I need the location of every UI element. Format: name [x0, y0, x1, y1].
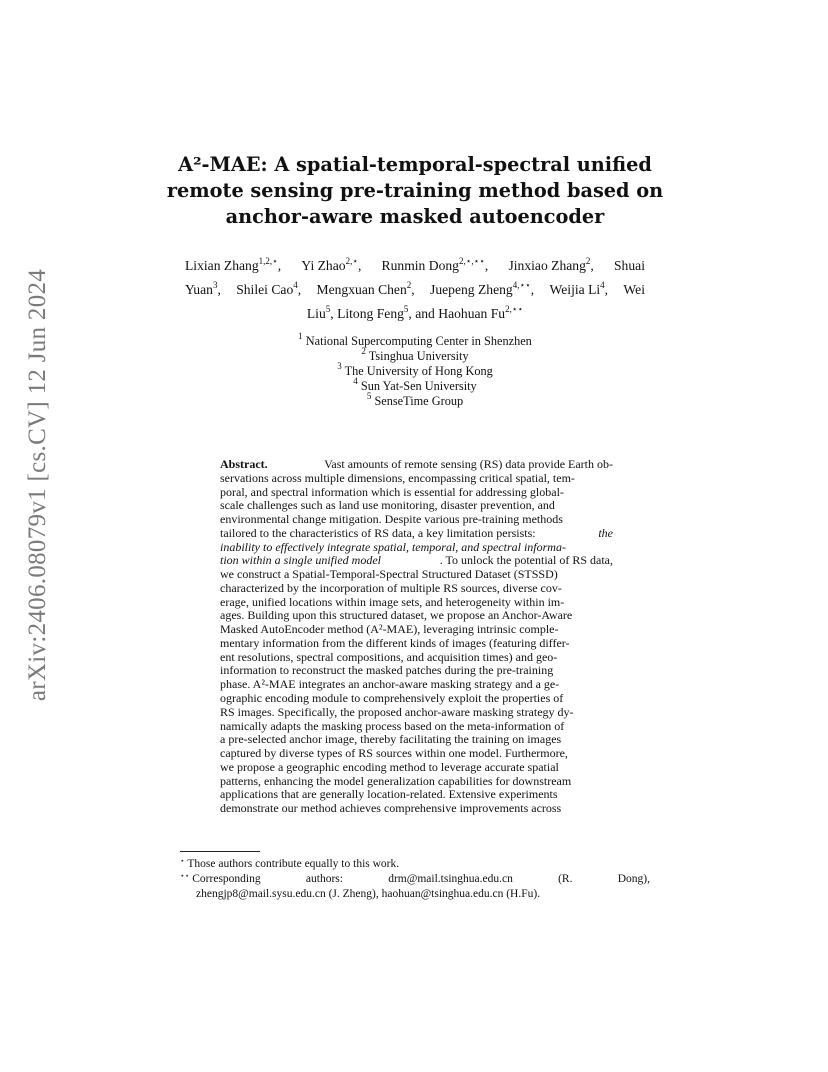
abstract-line: tion within a single unified model . To unlock the potential of RS data, — [220, 553, 613, 568]
author-name: Litong Feng$^5$, — [337, 304, 412, 321]
affiliation-2: $^2$ Tsinghua University — [361, 345, 469, 363]
abstract — [220, 458, 613, 816]
title-line-3: anchor-aware masked autoencoder — [225, 205, 605, 228]
email-link[interactable]: drm@mail.tsinghua.edu.cn — [388, 873, 513, 885]
arxiv-identifier-stamp — [18, 268, 58, 702]
abstract-line: applications that are generally location-related. Extensive experiments — [220, 787, 558, 802]
paper-title — [150, 152, 680, 230]
abstract-line: we propose a geographic encoding method to leverage accurate spatial — [220, 759, 559, 774]
footnote-equal-contribution: ⋆ Those authors contribute equally to this work. — [180, 856, 400, 870]
author-line-1 — [185, 254, 645, 278]
author-name: Wei — [623, 282, 645, 297]
author-name: Haohuan $Fu^{2,⋆⋆}$ — [438, 304, 524, 321]
author-name: Jinxiao Zhang$^2$, — [508, 256, 594, 273]
footnote-corresponding-continued: zhengjp8@mail.sysu.edu.cn (J. Zheng), haohuan@tsinghua.edu.cn (H.Fu). — [196, 888, 541, 900]
author-name: Shilei Cao$^4$, — [236, 280, 302, 297]
author-name: Yuan$^3$, — [185, 280, 221, 297]
abstract-line: scale challenges such as land use monitoring, disaster prevention, and — [220, 498, 555, 513]
abstract-line: environmental change mitigation. Despite various pre-training methods — [220, 512, 563, 527]
abstract-label: Abstract. — [220, 457, 268, 471]
abstract-line: poral, and spectral information which is essential for addressing global- — [220, 484, 564, 499]
affiliation-1: $^1$ National Supercomputing Center in Shenzhen — [298, 331, 532, 348]
author-name: Lixian Zhang$^{1,2,⋆}$, — [185, 256, 282, 273]
abstract-line: ent resolutions, spectral compositions, and acquisition times) and geo- — [220, 649, 558, 664]
author-name: Runmin Dong$^{2,⋆,⋆⋆}$, — [381, 256, 489, 273]
abstract-line: ographic encoding module to comprehensively exploit the properties of — [220, 691, 564, 706]
footnotes — [180, 857, 650, 902]
author-line-3 — [185, 302, 645, 326]
abstract-line: phase. A²-MAE integrates an anchor-aware masking strategy and a ge- — [220, 677, 560, 692]
abstract-line: erage, unified locations within image sets, and heterogeneity within im- — [220, 594, 565, 609]
abstract-line: tailored to the characteristics of RS data, a key limitation persists: the — [220, 525, 613, 540]
affiliation-4: $^4$ Sun Yat-Sen University — [353, 375, 477, 393]
abstract-line: captured by diverse types of RS sources within one model. Furthermore, — [220, 746, 568, 761]
footnote-separator — [180, 851, 260, 852]
author-name: Weijia Li$^4$, — [549, 280, 609, 297]
abstract-line: a pre-selected anchor image, thereby facilitating the training on images — [220, 732, 562, 747]
author-conjunction: and — [415, 306, 435, 321]
arxiv-stamp-text: arXiv:2406.08079v1 [cs.CV] 12 Jun 2024 — [24, 268, 52, 702]
abstract-line: characterized by the incorporation of multiple RS sources, diverse cov- — [220, 580, 562, 595]
abstract-line: RS images. Specifically, the proposed anchor-aware masking strategy dy- — [220, 704, 574, 719]
author-list — [185, 254, 645, 326]
title-line-2: remote sensing pre-training method based on — [166, 179, 664, 202]
abstract-line: we construct a Spatial-Temporal-Spectral Structured Dataset (STSSD) — [220, 567, 558, 582]
author-name: Yi Zhao$^{2,⋆}$, — [301, 256, 362, 273]
author-name: Liu$^5$, — [306, 304, 334, 321]
abstract-line: Abstract. Vast amounts of remote sensing (RS) data provide Earth ob- — [220, 457, 613, 471]
abstract-line: ages. Building upon this structured dataset, we propose an Anchor-Aware — [220, 608, 573, 623]
affiliation-5: $^5$ SenseTime Group — [366, 390, 464, 408]
abstract-line: information to reconstruct the masked patches during the pre-training — [220, 663, 554, 678]
author-line-2 — [185, 278, 645, 302]
affiliation-3: $^3$ The University of Hong Kong — [337, 360, 493, 378]
abstract-line: servations across multiple dimensions, encompassing critical spatial, tem- — [220, 470, 575, 485]
footnote-corresponding: ⋆⋆ Corresponding authors: drm@mail.tsinghua.edu.cn (R. Dong), — [180, 871, 650, 885]
abstract-line: inability to effectively integrate spatial, temporal, and spectral informa- — [220, 539, 566, 554]
author-name: Mengxuan Chen$^2$, — [316, 280, 415, 297]
title-line-1: A²-MAE: A spatial-temporal-spectral unified — [178, 153, 652, 176]
abstract-line: Masked AutoEncoder method (A²-MAE), leveraging intrinsic comple- — [220, 622, 559, 637]
abstract-line: namically adapts the masking process based on the meta-information of — [220, 718, 565, 733]
abstract-line: demonstrate our method achieves comprehensive improvements across — [220, 801, 562, 816]
abstract-line: patterns, enhancing the model generalization capabilities for downstream — [220, 773, 572, 788]
abstract-line: mentary information from the different kinds of images (featuring differ- — [220, 635, 570, 650]
author-name: Juepeng Zheng$^{4,⋆⋆}$, — [430, 280, 535, 297]
author-name: Shuai — [614, 258, 645, 273]
affiliations — [200, 331, 630, 409]
